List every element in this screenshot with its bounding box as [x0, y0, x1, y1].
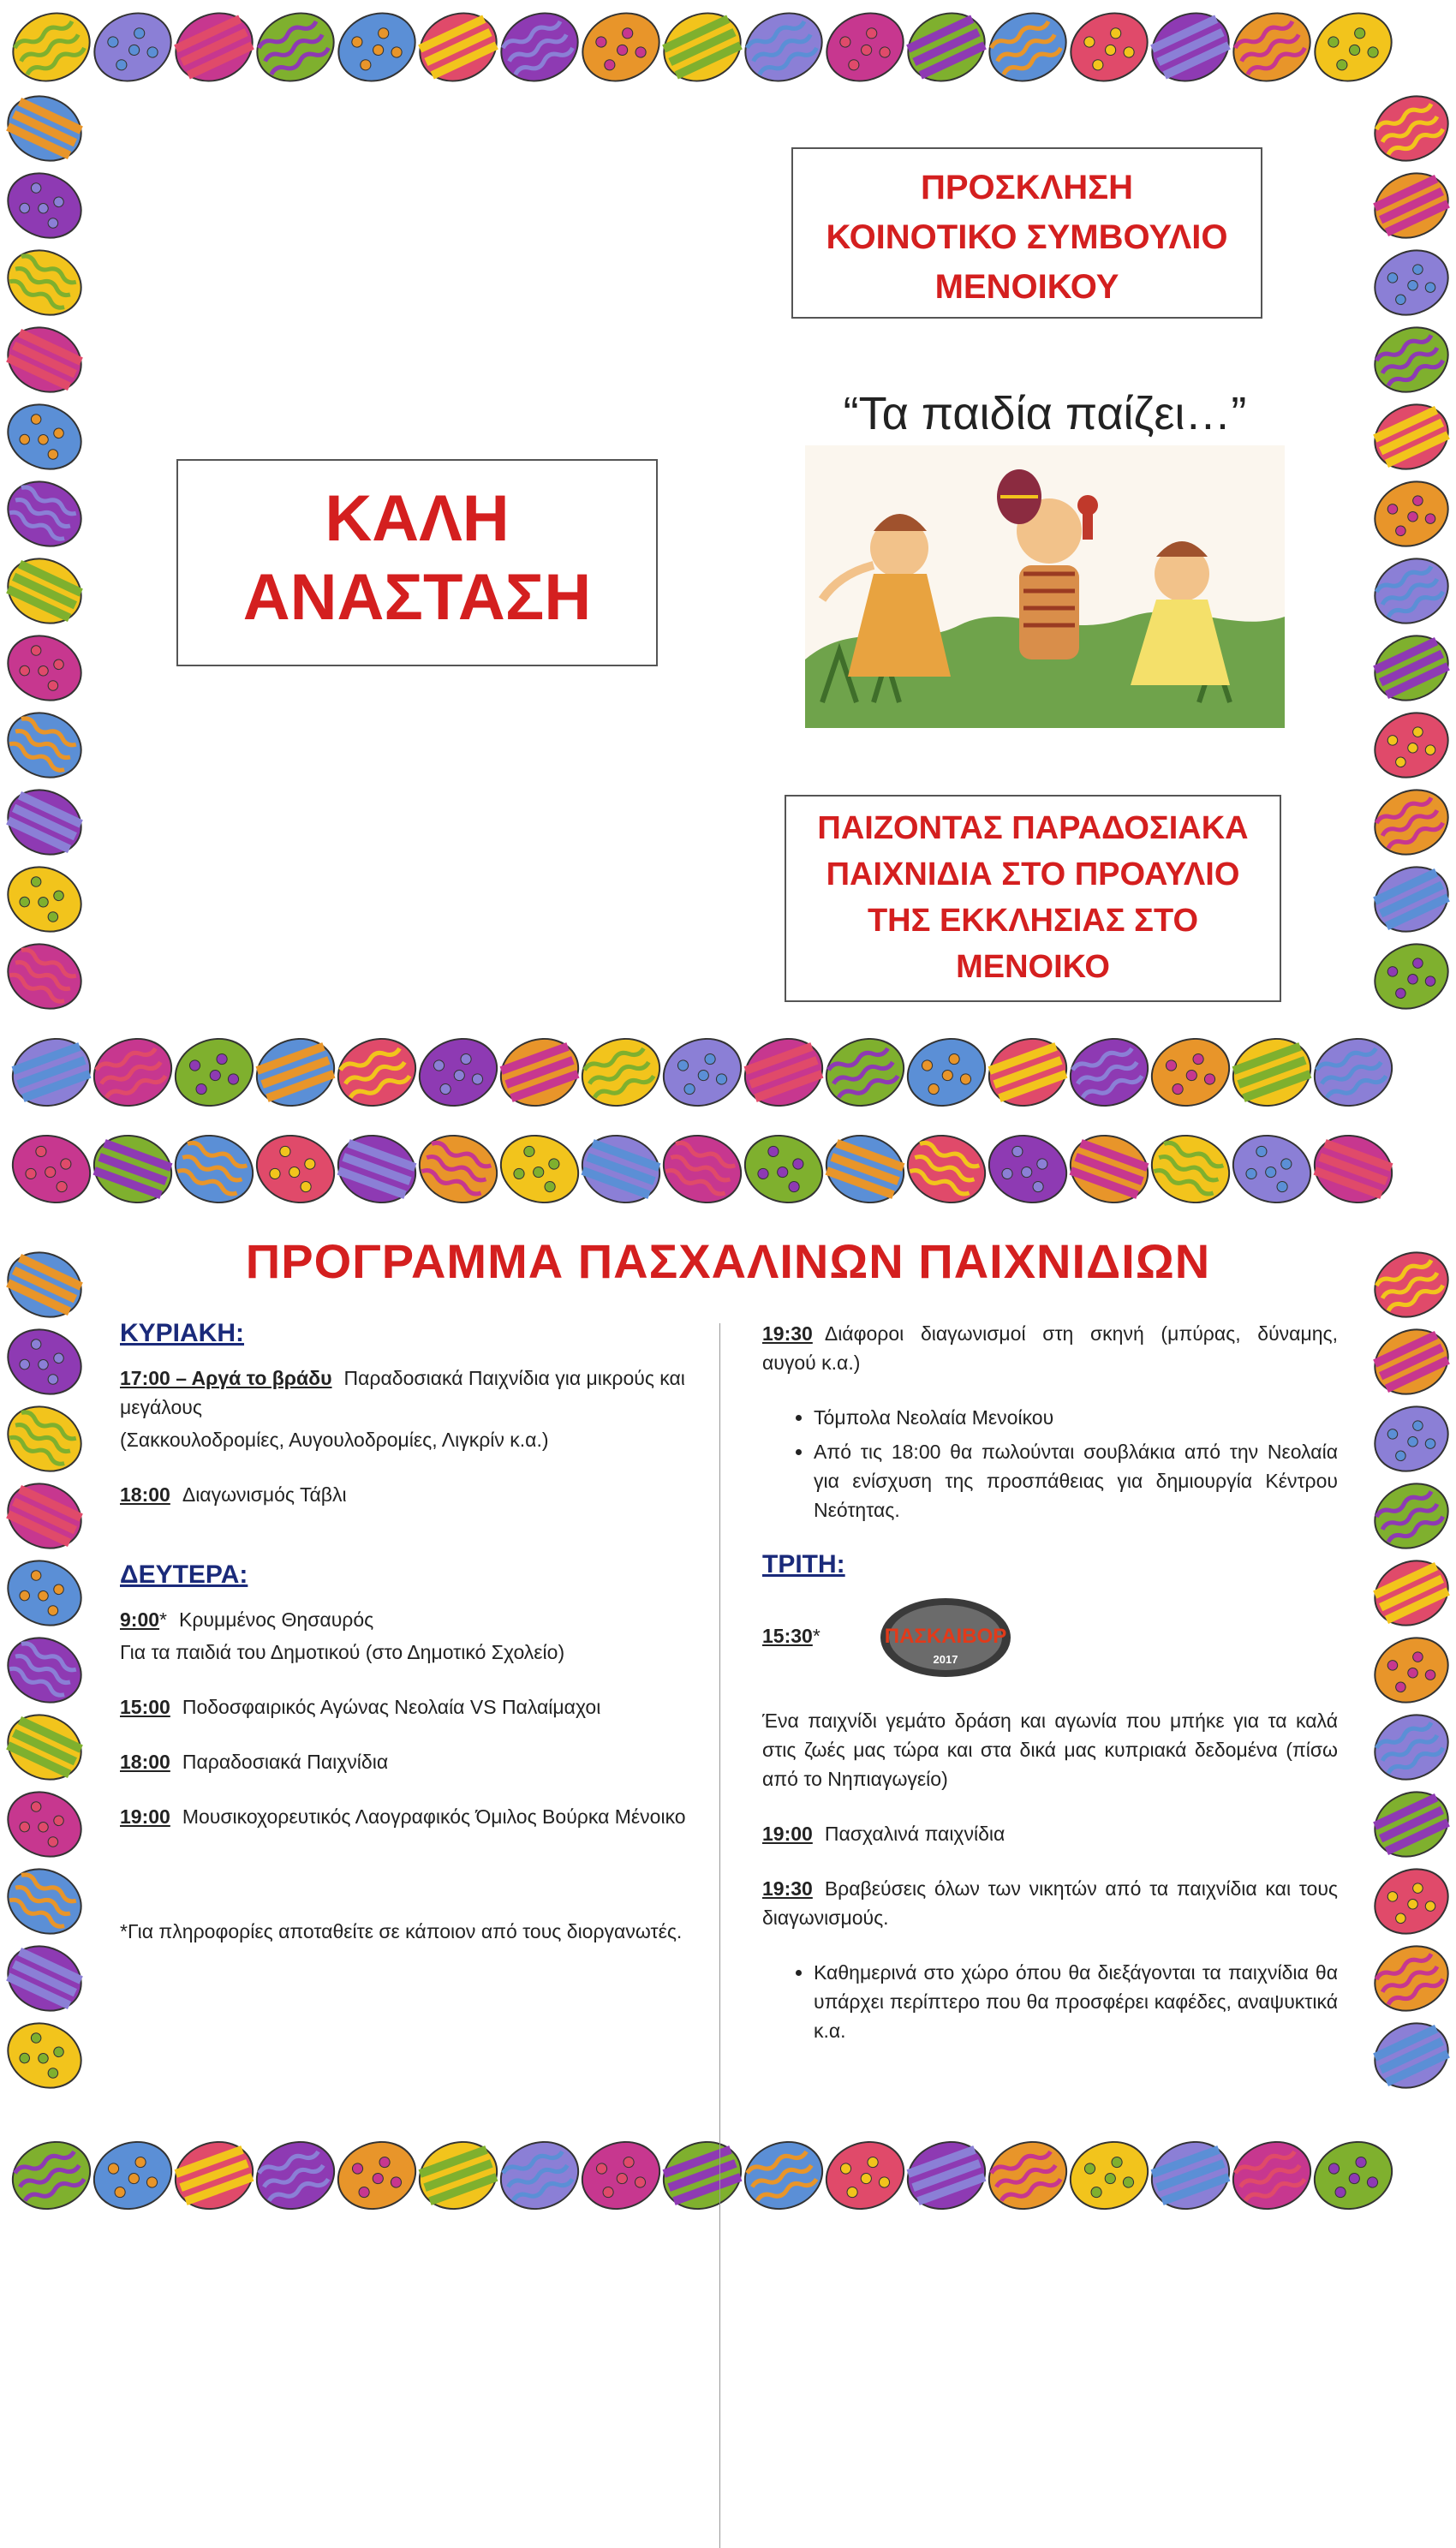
- easter-greeting-line-1: ΚΑΛΗ: [325, 482, 510, 555]
- easter-egg-icon: [573, 1029, 669, 1117]
- easter-egg-icon: [0, 393, 92, 480]
- easter-egg-icon: [571, 1, 670, 93]
- easter-egg-icon: [898, 1029, 994, 1117]
- event-time: 17:00 – Αργά το βράδυ: [120, 1367, 332, 1389]
- easter-egg-icon: [0, 1704, 92, 1791]
- easter-egg-icon: [978, 1, 1077, 93]
- event-time: 19:00: [762, 1823, 813, 1845]
- easter-egg-icon: [1364, 1935, 1456, 2022]
- tuesday-event-3: [762, 1874, 1338, 1932]
- easter-egg-icon: [980, 1125, 1076, 1214]
- easter-egg-icon: [0, 856, 92, 943]
- invitation-line-3: ΜΕΝΟΙΚΟΥ: [934, 268, 1119, 306]
- games-line-3: ΤΗΣ ΕΚΚΛΗΣΙΑΣ ΣΤΟ: [867, 903, 1199, 939]
- monday-event-2: [120, 1692, 694, 1722]
- easter-egg-icon: [329, 1125, 425, 1214]
- logo-year: 2017: [933, 1653, 958, 1666]
- easter-egg-icon: [1224, 1029, 1320, 1117]
- traditional-games-box: [785, 795, 1281, 1002]
- easter-egg-icon: [3, 1125, 99, 1214]
- event-time: 19:00: [120, 1805, 170, 1828]
- monday-event-4: [120, 1802, 694, 1831]
- organizers-footnote: *Για πληροφορίες αποταθείτε σε κάποιον από τους διοργανωτές.: [120, 1920, 683, 1942]
- easter-egg-icon: [897, 1, 995, 93]
- easter-egg-icon: [1364, 470, 1456, 558]
- easter-egg-icon: [327, 1, 426, 93]
- easter-egg-icon: [164, 1, 263, 93]
- easter-egg-icon: [1224, 1125, 1320, 1214]
- easter-egg-icon: [0, 316, 92, 403]
- easter-egg-icon: [1364, 393, 1456, 480]
- easter-egg-icon: [1364, 1626, 1456, 1714]
- easter-egg-icon: [817, 1125, 913, 1214]
- monday-heading: ΔΕΥΤΕΡΑ:: [120, 1560, 248, 1589]
- column-divider: [719, 1323, 720, 2548]
- easter-egg-icon: [817, 1029, 913, 1117]
- easter-egg-icon: [2, 1, 100, 93]
- easter-egg-icon: [1143, 1029, 1238, 1117]
- easter-egg-icon: [654, 2132, 750, 2220]
- sunday-heading: ΚΥΡΙΑΚΗ:: [120, 1319, 245, 1347]
- program-title: ΠΡΟΓΡΑΜΜΑ ΠΑΣΧΑΛΙΝΩΝ ΠΑΙΧΝΙΔΙΩΝ: [245, 1234, 1211, 1288]
- event-text: Παραδοσιακά Παιχνίδια για μικρούς και μεγάλους: [120, 1367, 685, 1418]
- event-time: 19:30: [762, 1877, 813, 1900]
- easter-egg-icon: [1061, 1125, 1157, 1214]
- easter-egg-icon: [1224, 2132, 1320, 2220]
- easter-egg-icon: [1364, 547, 1456, 635]
- sunday-event-2: [120, 1480, 694, 1509]
- easter-egg-icon: [0, 2012, 92, 2099]
- easter-egg-icon: [1364, 239, 1456, 326]
- tuesday-event-2: [762, 1819, 1338, 1848]
- list-item: • Από τις 18:00 θα πωλούνται σουβλάκια από την Νεολαία για ενίσχυση της προσπάθειας για δημιουργία Κέντρου Νεότητας.: [814, 1437, 1338, 1525]
- easter-egg-icon: [815, 1, 914, 93]
- monday-bullets: [762, 1403, 1338, 1525]
- easter-egg-icon: [490, 1, 588, 93]
- easter-egg-icon: [1364, 779, 1456, 866]
- event-time: 15:30: [762, 1625, 813, 1648]
- easter-egg-icon: [0, 1318, 92, 1405]
- tuesday-heading: ΤΡΙΤΗ:: [762, 1550, 845, 1578]
- easter-egg-icon: [3, 1029, 99, 1117]
- easter-egg-icon: [1364, 856, 1456, 943]
- easter-egg-icon: [83, 1, 182, 93]
- easter-egg-icon: [248, 2132, 343, 2220]
- tuesday-event-1-text: Ένα παιχνίδι γεμάτο δράση και αγωνία που μπήκε για τα καλά στις ζωές μας τώρα και στα δικά μας κυπριακά δεδομένα (πίσω από το Νηπιαγωγείο): [762, 1710, 1338, 1790]
- monday-event-5: [762, 1319, 1338, 1377]
- easter-egg-icon: [1364, 1704, 1456, 1791]
- easter-egg-icon: [329, 2132, 425, 2220]
- easter-egg-icon: [1364, 1472, 1456, 1560]
- easter-egg-icon: [492, 1029, 588, 1117]
- event-time: 19:30: [762, 1322, 813, 1345]
- easter-egg-icon: [1364, 624, 1456, 712]
- list-item: • Καθημερινά στο χώρο όπου θα διεξάγονται τα παιχνίδια θα υπάρχει περίπτερο που θα προσφέρει καφέδες, αναψυκτικά κ.α.: [814, 1958, 1338, 2045]
- easter-egg-icon: [166, 2132, 262, 2220]
- easter-egg-icon: [1143, 2132, 1238, 2220]
- easter-egg-icon: [1364, 2012, 1456, 2099]
- easter-egg-icon: [0, 1395, 92, 1483]
- easter-egg-icon: [1061, 2132, 1157, 2220]
- easter-egg-icon: [0, 624, 92, 712]
- easter-egg-icon: [166, 1029, 262, 1117]
- easter-egg-icon: [85, 2132, 181, 2220]
- easter-egg-icon: [409, 1, 507, 93]
- program-left-column: [120, 1319, 694, 1972]
- event-text: Κρυμμένος Θησαυρός: [179, 1608, 374, 1631]
- easter-egg-icon: [0, 779, 92, 866]
- monday-event-1-note: Για τα παιδιά του Δημοτικού (στο Δημοτικό Σχολείο): [120, 1641, 565, 1663]
- event-time: 15:00: [120, 1696, 170, 1718]
- easter-egg-icon: [85, 1125, 181, 1214]
- event-time: 9:00: [120, 1608, 160, 1631]
- easter-egg-icon: [248, 1029, 343, 1117]
- tuesday-event-1: [762, 1595, 1338, 1680]
- easter-egg-icon: [0, 1472, 92, 1560]
- easter-egg-icon: [0, 933, 92, 1020]
- easter-egg-icon: [736, 1029, 832, 1117]
- easter-egg-icon: [0, 1781, 92, 1868]
- easter-egg-icon: [3, 2132, 99, 2220]
- easter-egg-icon: [654, 1029, 750, 1117]
- easter-egg-icon: [1364, 1549, 1456, 1637]
- easter-egg-icon: [0, 701, 92, 789]
- monday-event-1: [120, 1605, 694, 1634]
- easter-egg-icon: [0, 239, 92, 326]
- paskalibor-logo: [877, 1595, 1014, 1680]
- event-text: Ποδοσφαιρικός Αγώνας Νεολαία VS Παλαίμαχοι: [182, 1696, 601, 1718]
- easter-egg-icon: [0, 547, 92, 635]
- easter-egg-icon: [410, 1029, 506, 1117]
- easter-egg-icon: [0, 1935, 92, 2022]
- easter-egg-icon: [0, 85, 92, 172]
- event-time: 18:00: [120, 1483, 170, 1506]
- easter-egg-icon: [1141, 1, 1239, 93]
- easter-egg-icon: [1304, 1, 1402, 93]
- easter-egg-icon: [410, 1125, 506, 1214]
- easter-egg-icon: [1305, 1125, 1401, 1214]
- invitation-line-1: ΠΡΟΣΚΛΗΣΗ: [920, 169, 1134, 206]
- event-text: Διαγωνισμός Τάβλι: [182, 1483, 347, 1506]
- event-star: *: [159, 1608, 167, 1631]
- easter-egg-icon: [1364, 316, 1456, 403]
- easter-egg-icon: [817, 2132, 913, 2220]
- easter-egg-icon: [980, 1029, 1076, 1117]
- easter-egg-icon: [166, 1125, 262, 1214]
- easter-egg-icon: [492, 2132, 588, 2220]
- easter-egg-icon: [0, 1626, 92, 1714]
- easter-egg-icon: [898, 1125, 994, 1214]
- easter-egg-icon: [1364, 85, 1456, 172]
- easter-egg-icon: [980, 2132, 1076, 2220]
- sunday-event-1-note: (Σακκουλοδρομίες, Αυγουλοδρομίες, Λιγκρίν κ.α.): [120, 1429, 549, 1451]
- easter-egg-icon: [1305, 1029, 1401, 1117]
- easter-egg-icon: [1364, 1395, 1456, 1483]
- easter-egg-icon: [0, 470, 92, 558]
- easter-egg-icon: [1364, 162, 1456, 249]
- easter-egg-icon: [736, 2132, 832, 2220]
- easter-egg-icon: [329, 1029, 425, 1117]
- logo-text: ΠΑΣΚΑΙΒΟΡ: [884, 1625, 1007, 1648]
- invitation-box: [791, 147, 1262, 319]
- event-text: Πασχαλινά παιχνίδια: [824, 1823, 1005, 1845]
- easter-egg-icon: [1364, 1318, 1456, 1405]
- easter-egg-icon: [1059, 1, 1158, 93]
- easter-egg-icon: [573, 2132, 669, 2220]
- easter-egg-icon: [246, 1, 344, 93]
- easter-egg-icon: [248, 1125, 343, 1214]
- event-text: Μουσικοχορευτικός Λαογραφικός Όμιλος Βούρκα Μένοικο: [182, 1805, 686, 1828]
- easter-egg-icon: [1222, 1, 1321, 93]
- list-item: • Τόμπολα Νεολαία Μενοίκου: [814, 1403, 1338, 1432]
- event-star: *: [812, 1625, 820, 1648]
- event-time: 18:00: [120, 1751, 170, 1773]
- easter-egg-icon: [0, 162, 92, 249]
- easter-egg-icon: [0, 1241, 92, 1328]
- event-text: Βραβεύσεις όλων των νικητών από τα παιχνίδια και τους διαγωνισμούς.: [762, 1877, 1338, 1929]
- easter-egg-icon: [0, 1549, 92, 1637]
- easter-egg-icon: [1364, 1241, 1456, 1328]
- sunday-event-1: [120, 1364, 694, 1422]
- easter-greeting-line-2: ΑΝΑΣΤΑΣΗ: [242, 561, 592, 634]
- children-playing-illustration: [805, 445, 1285, 728]
- easter-egg-icon: [1143, 1125, 1238, 1214]
- invitation-line-2: ΚΟΙΝΟΤΙΚΟ ΣΥΜΒΟΥΛΙΟ: [826, 218, 1228, 256]
- easter-egg-icon: [1061, 1029, 1157, 1117]
- event-text: Διάφοροι διαγωνισμοί στη σκηνή (μπύρας, δύναμης, αυγού κ.α.): [762, 1322, 1338, 1374]
- tuesday-bullets: [762, 1958, 1338, 2045]
- easter-greeting-box: [176, 459, 658, 666]
- easter-egg-icon: [736, 1125, 832, 1214]
- easter-egg-icon: [734, 1, 832, 93]
- easter-egg-icon: [653, 1, 751, 93]
- easter-egg-icon: [573, 1125, 669, 1214]
- easter-egg-icon: [1364, 933, 1456, 1020]
- event-text: Παραδοσιακά Παιχνίδια: [182, 1751, 389, 1773]
- easter-egg-icon: [0, 1858, 92, 1945]
- games-line-2: ΠΑΙΧΝΙΔΙΑ ΣΤΟ ΠΡΟΑΥΛΙΟ: [826, 856, 1240, 892]
- easter-egg-icon: [1364, 1858, 1456, 1945]
- easter-egg-icon: [898, 2132, 994, 2220]
- easter-egg-icon: [1364, 701, 1456, 789]
- easter-egg-icon: [1364, 1781, 1456, 1868]
- games-line-4: ΜΕΝΟΙΚΟ: [956, 949, 1110, 985]
- easter-egg-icon: [654, 1125, 750, 1214]
- program-right-column: [762, 1319, 1338, 2071]
- easter-egg-icon: [1305, 2132, 1401, 2220]
- children-play-title: “Τα παιδία παίζει…”: [843, 388, 1247, 439]
- monday-event-3: [120, 1747, 694, 1776]
- easter-egg-icon: [492, 1125, 588, 1214]
- games-line-1: ΠΑΙΖΟΝΤΑΣ ΠΑΡΑΔΟΣΙΑΚΑ: [817, 810, 1249, 846]
- easter-egg-icon: [85, 1029, 181, 1117]
- easter-egg-icon: [410, 2132, 506, 2220]
